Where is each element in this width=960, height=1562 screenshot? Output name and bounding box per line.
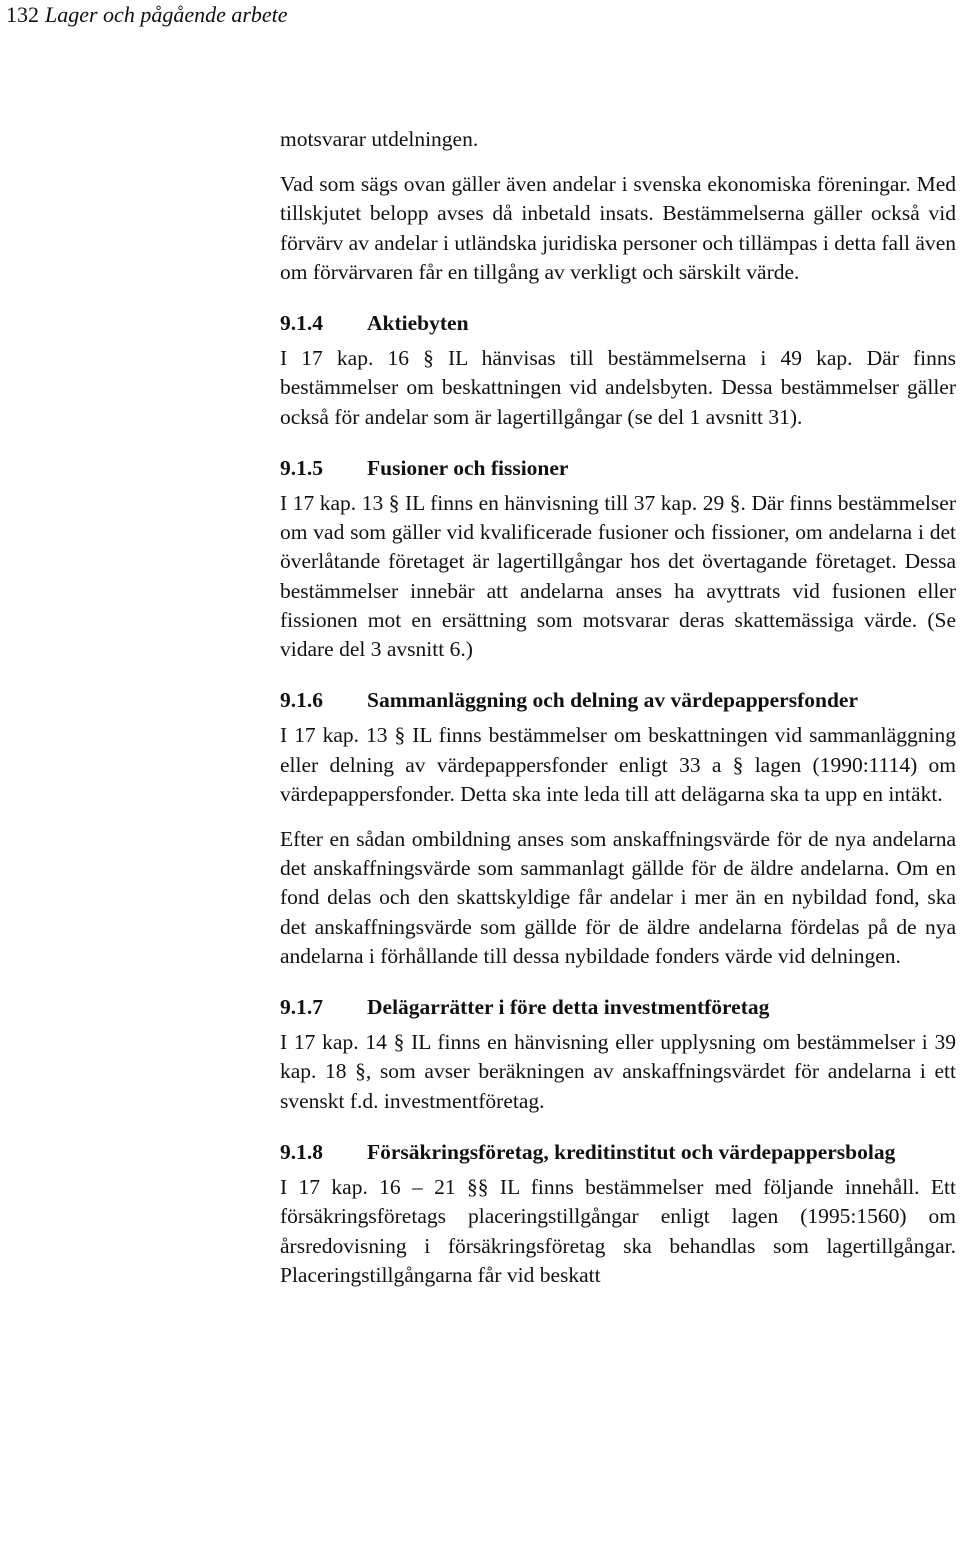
section-number: 9.1.7 xyxy=(280,995,323,1020)
section-9-1-7 xyxy=(280,993,956,1116)
paragraph: I 17 kap. 13 § IL finns bestämmelser om beskattningen vid sammanläggning eller delning av värdepappersfonder enligt 33 a § lagen (1990:1114) om värdepappersfonder. Detta ska inte leda till att delägarna ska ta upp en intäkt. xyxy=(280,723,956,806)
section-9-1-6 xyxy=(280,686,956,971)
paragraph: Efter en sådan ombildning anses som anskaffningsvärde för de nya andelarna det anskaffningsvärde som sammanlagt gällde för de äldre andelarna. Om en fond delas och den skattskyldige får andelar i mer än en nybildad fond, ska det anskaffningsvärde som gällde för de äldre andelarna fördelas på de nya andelarna i förhållande till dessa nybildade fonders värde vid delningen. xyxy=(280,827,956,968)
section-title: Försäkringsföretag, kreditinstitut och värdepappersbolag xyxy=(367,1139,896,1164)
section-title: Delägarrätter i före detta investmentföretag xyxy=(367,995,770,1020)
paragraph: I 17 kap. 14 § IL finns en hänvisning eller upplysning om bestämmelser i 39 kap. 18 §, som avser beräkningen av anskaffningsvärdet för andelarna i ett svenskt f.d. investmentföretag. xyxy=(280,1030,956,1113)
section-9-1-5 xyxy=(280,454,956,664)
section-title: Fusioner och fissioner xyxy=(367,455,569,480)
section-number: 9.1.5 xyxy=(280,455,323,480)
section-9-1-4 xyxy=(280,309,956,432)
section-title: Aktiebyten xyxy=(367,311,469,336)
paragraph: I 17 kap. 16 – 21 §§ IL finns bestämmelser med följande innehåll. Ett försäkringsföretags placeringstillgångar enligt lagen (1995:1560) om årsredovisning i försäkringsföretag ska behandlas som lagertillgångar. Placeringstillgångarna får vid beskatt xyxy=(280,1175,956,1287)
paragraph: Vad som sägs ovan gäller även andelar i svenska ekonomiska föreningar. Med tillskjutet belopp avses då inbetald insats. Bestämmelserna gäller också vid förvärv av andelar i utländska juridiska personer och tillämpas i detta fall även om förvärvaren får en tillgång av verkligt och särskilt värde. xyxy=(280,172,956,284)
paragraph: I 17 kap. 16 § IL hänvisas till bestämmelserna i 49 kap. Där finns bestämmelser om beskattningen vid andelsbyten. Dessa bestämmelser gäller också för andelar som är lagertillgångar (se del 1 avsnitt 31). xyxy=(280,346,956,429)
section-number: 9.1.8 xyxy=(280,1139,323,1164)
section-heading xyxy=(280,1138,956,1167)
section-9-1-8 xyxy=(280,1138,956,1290)
paragraph: I 17 kap. 13 § IL finns en hänvisning till 37 kap. 29 §. Där finns bestämmelser om vad som gäller vid kvalificerade fusioner och fissioner, om andelarna i det överlåtande företaget är lagertillgångar hos det övertagande företaget. Dessa bestämmelser innebär att andelarna anses ha avyttrats vid fusionen eller fissionen mot en ersättning som motsvarar deras skattemässiga värde. (Se vidare del 3 avsnitt 6.) xyxy=(280,491,956,662)
section-heading xyxy=(280,454,956,483)
section-heading xyxy=(280,309,956,338)
paragraph: motsvarar utdelningen. xyxy=(280,127,479,151)
section-title: Sammanläggning och delning av värdepappersfonder xyxy=(367,688,858,713)
section-heading xyxy=(280,686,956,715)
section-heading xyxy=(280,993,956,1022)
page-body xyxy=(280,125,956,1306)
section-number: 9.1.6 xyxy=(280,688,323,713)
running-title: Lager och pågående arbete xyxy=(45,2,288,27)
page-number: 132 xyxy=(6,2,39,27)
section-number: 9.1.4 xyxy=(280,311,323,336)
running-header xyxy=(6,0,288,30)
